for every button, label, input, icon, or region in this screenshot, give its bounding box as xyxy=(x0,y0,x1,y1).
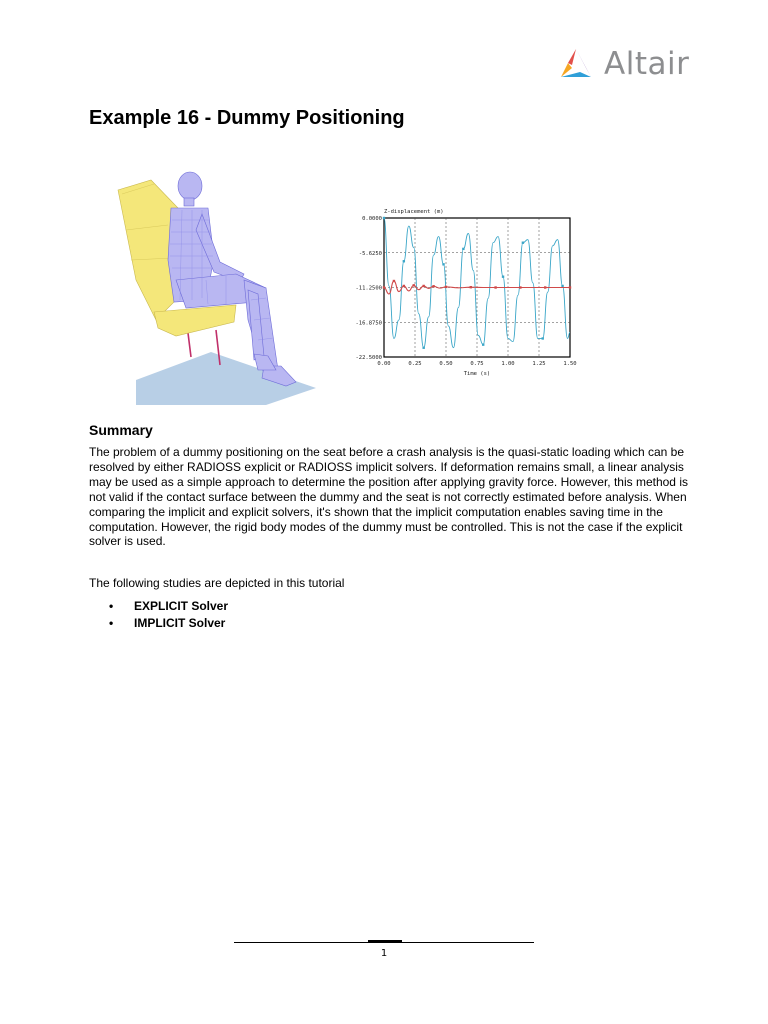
series-marker xyxy=(470,286,472,288)
series-marker xyxy=(442,263,444,265)
dummy-in-seat-illustration xyxy=(116,170,316,405)
z-displacement-chart xyxy=(354,207,579,377)
series-marker xyxy=(462,248,464,250)
series-marker xyxy=(502,275,504,277)
series-marker xyxy=(383,217,385,219)
list-item xyxy=(89,615,228,632)
series-marker xyxy=(542,337,544,339)
list-item xyxy=(89,598,228,615)
page-number: 1 xyxy=(380,948,388,959)
y-tick-labels xyxy=(356,216,383,361)
y-tick-label: -22.5000 xyxy=(355,355,382,361)
series-marker xyxy=(422,347,424,349)
altair-triangle-icon xyxy=(558,46,594,82)
study-label: EXPLICIT Solver xyxy=(134,599,229,613)
series-marker xyxy=(519,286,521,288)
series-marker xyxy=(561,285,563,287)
y-tick-label: -16.8750 xyxy=(355,320,382,327)
x-tick-label: 0.50 xyxy=(439,361,453,367)
x-tick-label: 0.00 xyxy=(377,361,391,367)
x-tick-label: 0.25 xyxy=(408,361,422,367)
studies-intro: The following studies are depicted in this tutorial xyxy=(89,576,345,590)
bullet-icon: • xyxy=(109,615,114,630)
x-tick-label: 0.75 xyxy=(470,361,484,367)
y-tick-label: -5.6250 xyxy=(358,250,382,257)
footer-divider xyxy=(234,942,534,943)
studies-list xyxy=(89,598,228,631)
summary-paragraph: The problem of a dummy positioning on the seat before a crash analysis is the quasi-static loading which can be resolved by either RADIOSS explicit or RADIOSS implicit solvers. If deformation remains small, a linear analysis may be used as a simple approach to determine the position after applying gravity force. However, this method is not valid if the contact surface between the dummy and the seat is not correctly estimated before analysis. When comparing the implicit and explicit solvers, it's shown that the implicit computation enables saving time in the computation. However, the rigid body modes of the dummy must be controlled. This is not the case if the explicit solver is used. xyxy=(89,445,688,549)
series-marker xyxy=(403,285,405,287)
series-marker xyxy=(522,242,524,244)
x-tick-label: 1.50 xyxy=(563,361,577,367)
chart-title: Z-displacement (m) xyxy=(384,209,444,215)
series-marker xyxy=(569,286,571,288)
dummy-body xyxy=(168,172,296,386)
bullet-icon: • xyxy=(109,599,114,613)
x-tick-label: 1.25 xyxy=(532,361,546,367)
seat-leg xyxy=(188,333,191,357)
x-tick-label: 1.00 xyxy=(501,361,515,367)
y-tick-label: 0.0000 xyxy=(362,216,382,222)
series-marker xyxy=(432,285,434,287)
y-tick-label: -11.2500 xyxy=(355,285,382,292)
page-title: Example 16 - Dummy Positioning xyxy=(89,107,405,129)
series-marker xyxy=(482,343,484,345)
series-marker xyxy=(383,286,385,288)
x-axis-label: Time (s) xyxy=(463,371,491,377)
study-label: IMPLICIT Solver xyxy=(134,615,226,630)
altair-logo xyxy=(558,44,688,84)
series-marker xyxy=(403,260,405,262)
brand-name: Altair xyxy=(604,46,690,82)
series-marker xyxy=(494,286,496,288)
series-marker xyxy=(445,286,447,288)
series-marker xyxy=(413,284,415,286)
x-tick-labels xyxy=(377,361,576,367)
series-marker xyxy=(422,285,424,287)
series-marker xyxy=(393,280,395,282)
series-marker xyxy=(544,286,546,288)
summary-heading: Summary xyxy=(89,422,153,438)
